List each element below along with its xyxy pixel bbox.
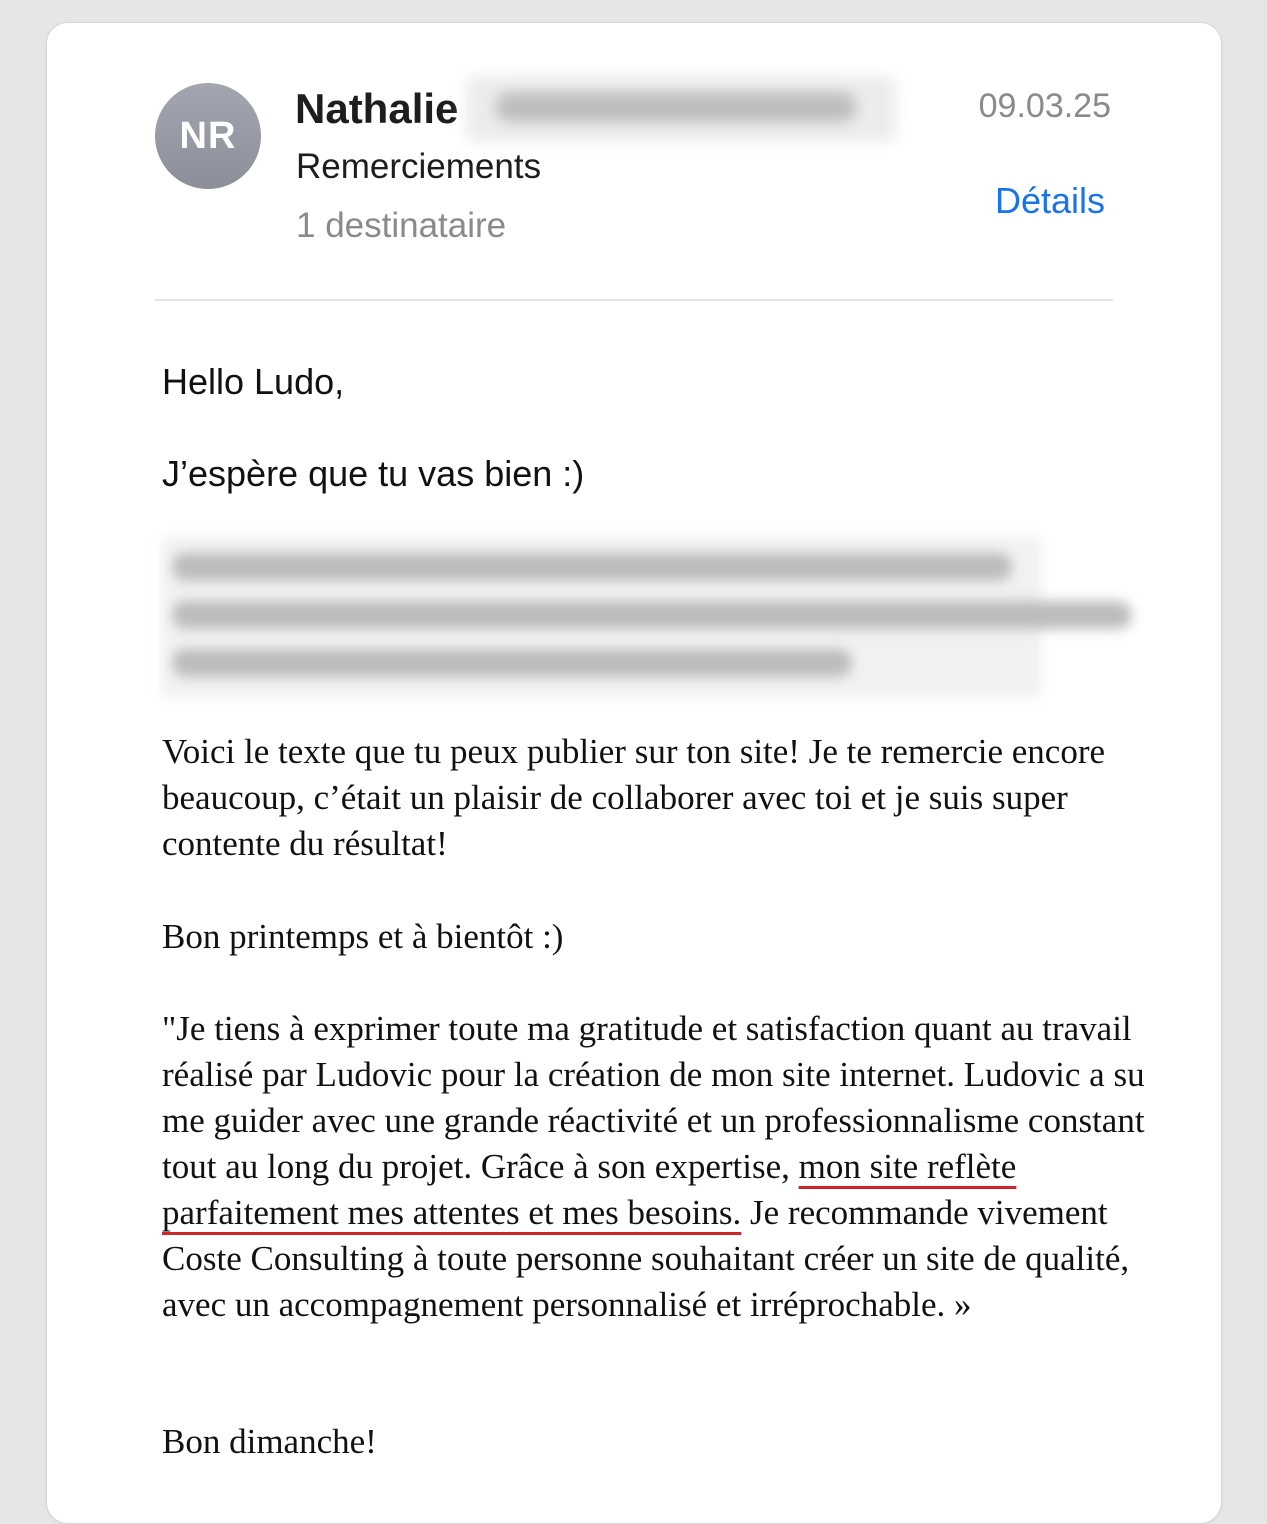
redacted-sender-lastname [466,76,896,142]
signoff-line: Bon dimanche! [162,1422,377,1461]
testimonial-quote [162,1006,1172,1328]
email-date: 09.03.25 [978,87,1111,125]
sender-row [295,83,896,135]
sender-name: Nathalie [295,85,459,132]
publish-paragraph: Voici le texte que tu peux publier sur ton site! Je te remercie encore beaucoup, c’était un plaisir de collaborer avec toi et je suis super contente du résultat! [162,732,1106,863]
testimonial-text-end: Je recommande vivement Coste Consulting à toute personne souhaitant créer un site de qualité, avec un accompagnement personnalisé et irréprochable. » [162,1193,1130,1324]
avatar-initials: NR [179,114,237,157]
details-link[interactable]: Détails [994,180,1105,221]
header-divider [155,299,1113,301]
redacted-paragraph [162,537,1042,697]
testimonial-text-start: "Je tiens à exprimer toute ma gratitude et satisfaction quant au travail réalisé par Ludovic pour la création de mon site internet. Ludovic a su me guider avec une grande réactivité et un professionnalisme constant tout au long du projet. Grâce à son expertise, [162,1009,1145,1186]
email-subject: Remerciements [296,147,542,186]
wellbeing-line: J’espère que tu vas bien :) [162,453,585,494]
email-card [46,22,1222,1524]
highlighted-phrase: mon site reflète parfaitement mes attentes et mes besoins. [162,1147,1017,1232]
avatar [155,83,261,189]
greeting-line: Hello Ludo, [162,361,345,402]
recipient-count[interactable]: 1 destinataire [296,206,507,245]
spring-wishes-line: Bon printemps et à bientôt :) [162,917,564,956]
